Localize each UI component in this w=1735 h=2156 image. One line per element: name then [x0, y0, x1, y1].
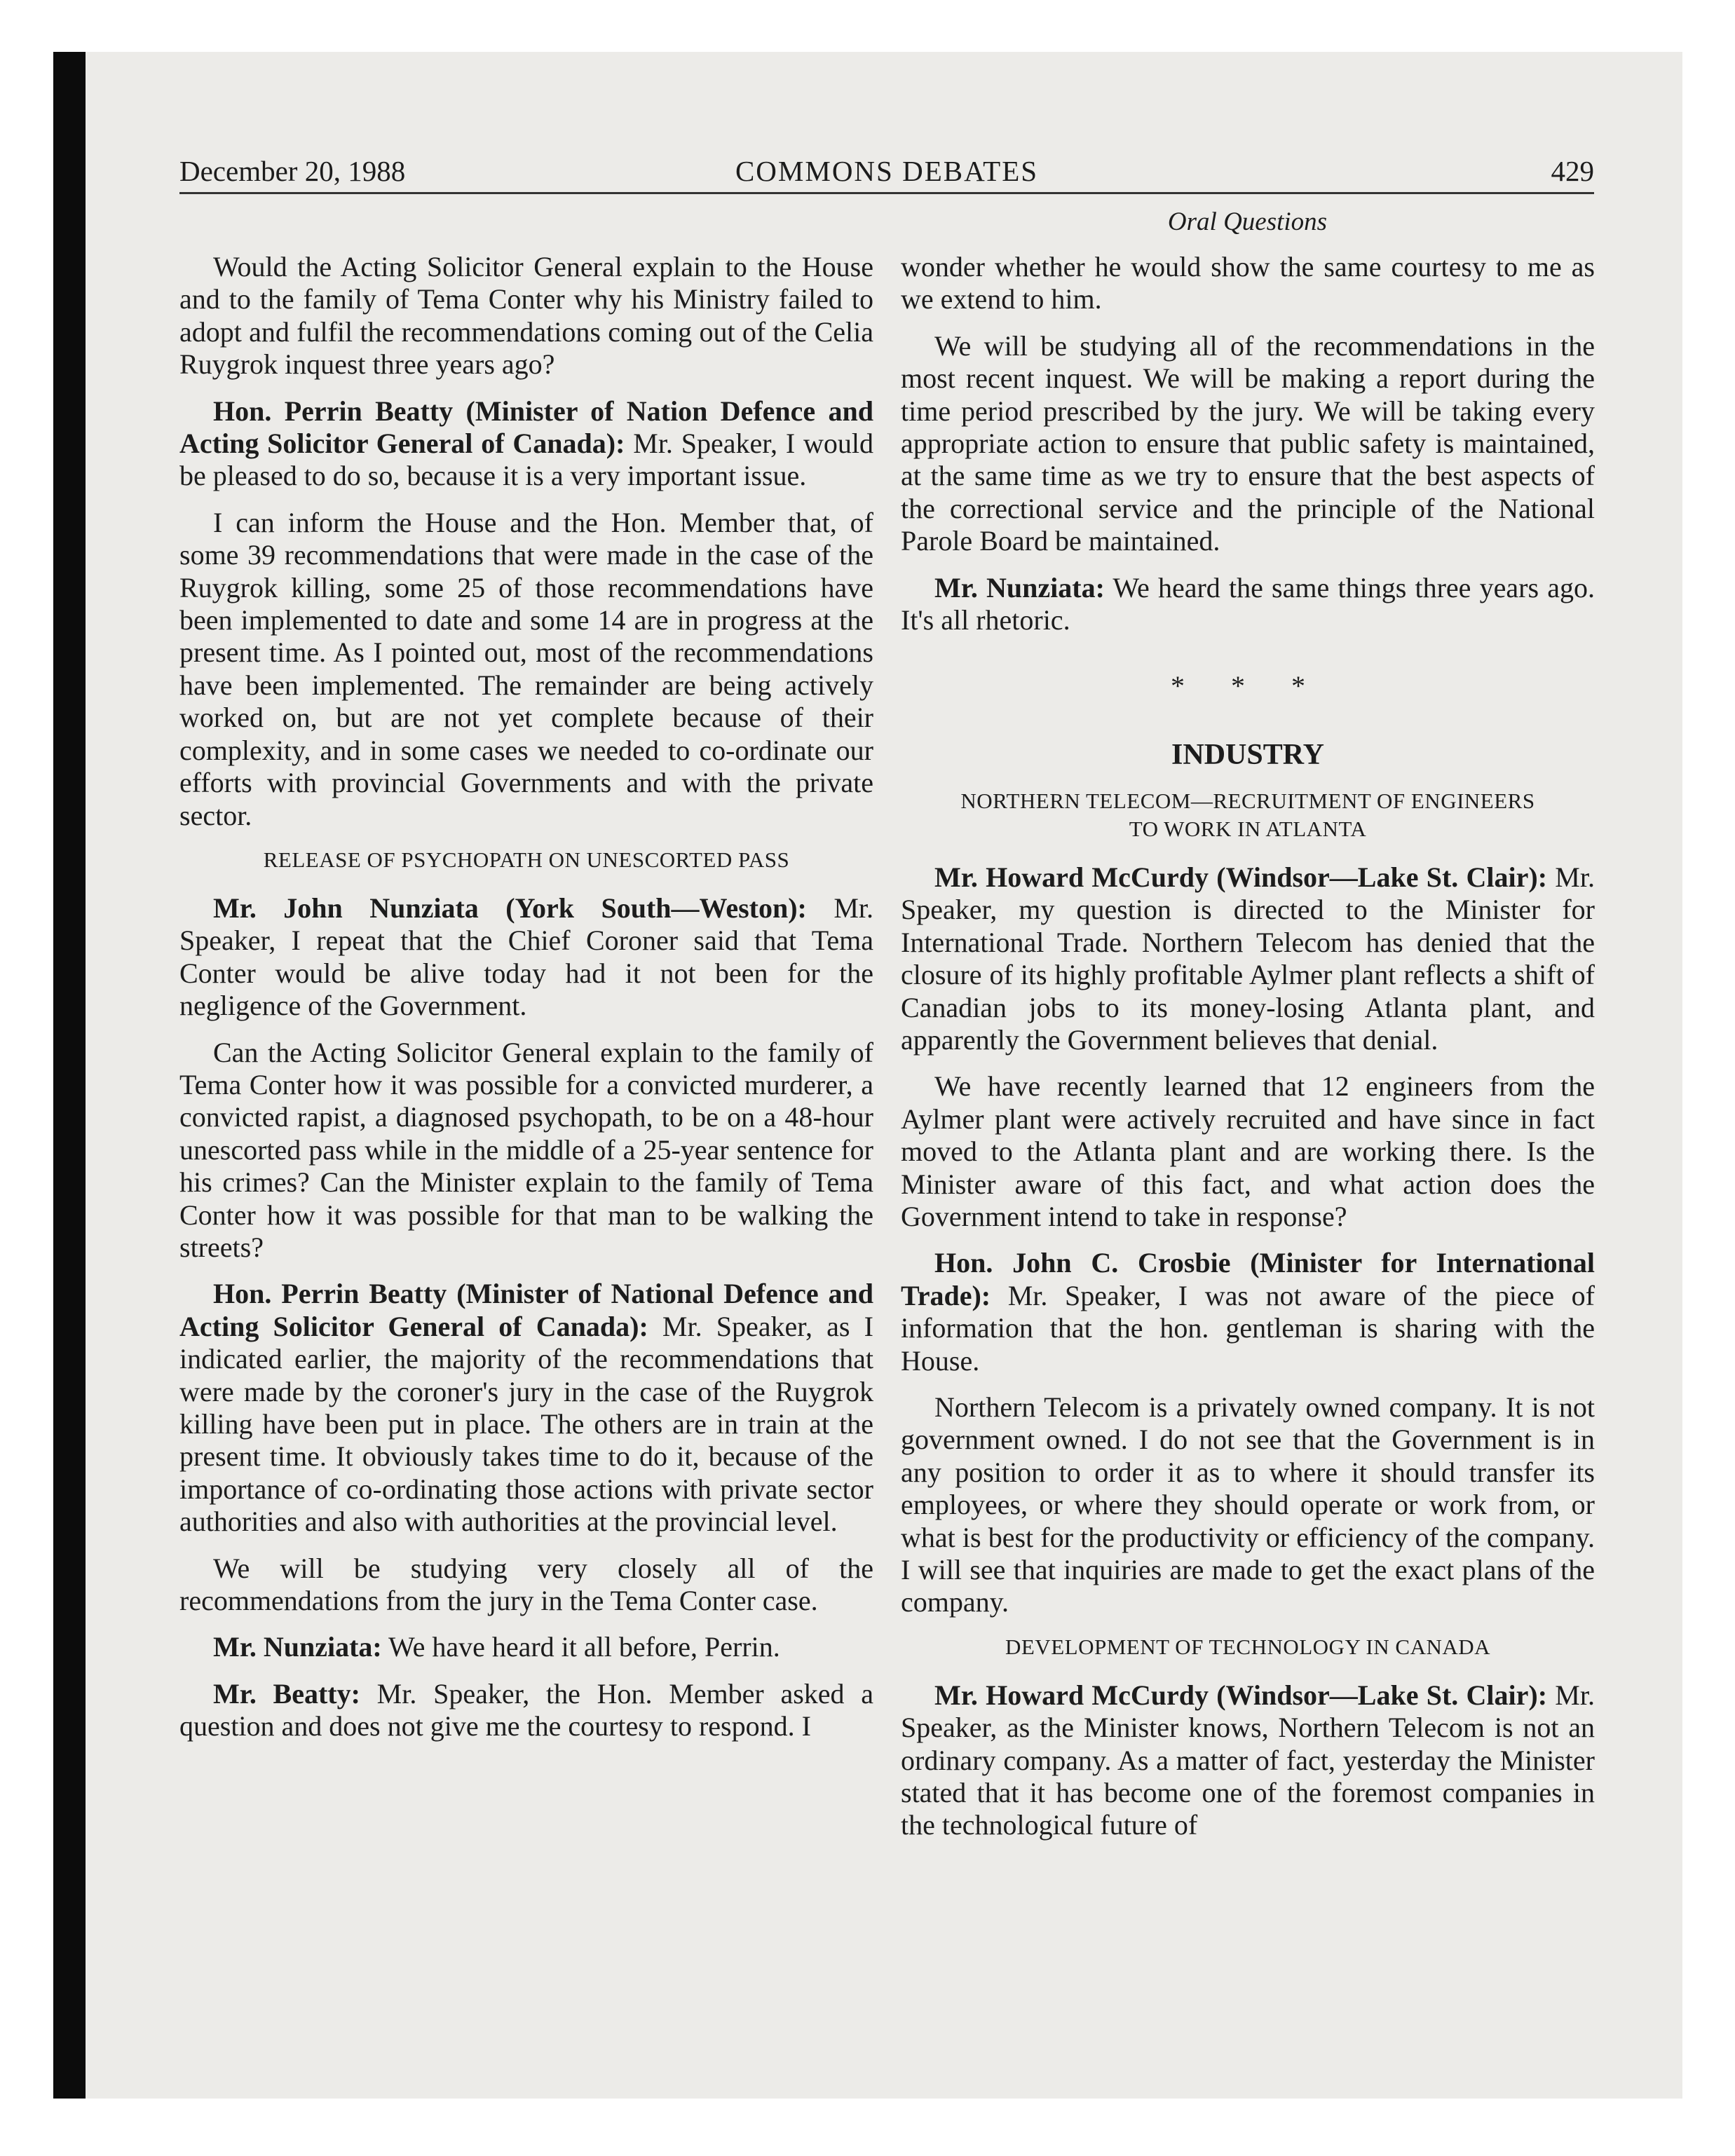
speech — [901, 1247, 1595, 1377]
speech — [179, 892, 873, 1023]
speaker-name: Mr. Beatty: — [213, 1677, 360, 1710]
speech-text: We have heard it all before, Perrin. — [381, 1631, 780, 1663]
speech-text: Mr. Speaker, I repeat that the Chief Coroner said that Tema Conter would be alive today had it not been for the negligence of the Government. — [179, 892, 873, 1022]
page-header — [179, 153, 1594, 194]
speech-text: We heard the same things three years ago. It's all rhetoric. — [901, 571, 1595, 636]
speech — [179, 1278, 873, 1538]
paragraph: I can inform the House and the Hon. Member that, of some 39 recommendations that were made in the case of the Ruygrok killing, some 25 of those recommendations have been implemented to date and some 14 are in progress at the present time. As I pointed out, most of the recommendations have been implemented. The remainder are being actively worked on, but are not yet complete because of their complexity, and in some cases we needed to co-ordinate our efforts with provincial Governments and with the private sector. — [179, 506, 873, 831]
section-separator: * * * — [1171, 670, 1325, 702]
paragraph: Northern Telecom is a privately owned company. It is not government owned. I do not see that the Government is in any position to order it as to where it should transfer its employees, or where they should operate or work from, or what is best for the productivity or efficiency of the company. I will see that inquiries are made to get the exact plans of the company. — [901, 1391, 1595, 1618]
subheading-line: NORTHERN TELECOM—RECRUITMENT OF ENGINEERS — [960, 788, 1535, 813]
subheading-line: TO WORK IN ATLANTA — [1129, 816, 1367, 841]
speaker-name: Mr. Nunziata: — [213, 1631, 382, 1663]
page-number: 429 — [1551, 155, 1594, 187]
paragraph: Can the Acting Solicitor General explain to the family of Tema Conter how it was possible for a convicted murderer, a convicted rapist, a diagnosed psychopath, to be on a 48-hour unescorted pass while in the middle of a 25-year sentence for his crimes? Can the Minister explain to the family of Tema Conter how it was possible for that man to be walking the streets? — [179, 1036, 873, 1263]
subheading: DEVELOPMENT OF TECHNOLOGY IN CANADA — [1005, 1634, 1491, 1659]
speech-text: Mr. Speaker, I was not aware of the piece of information that the hon. gentleman is sharing with the House. — [901, 1279, 1595, 1377]
speaker-name: Hon. John C. Crosbie (Minister for International Trade): — [901, 1247, 1595, 1311]
paragraph: Would the Acting Solicitor General explain to the House and to the family of Tema Conter why his Ministry failed to adopt and fulfil the recommendations coming out of the Celia Ruygrok inquest three years ago? — [179, 251, 873, 381]
speech-text: Mr. Speaker, as the Minister knows, Northern Telecom is not an ordinary company. As a matter of fact, yesterday the Minister stated that it has become one of the foremost companies in the technological future of — [901, 1679, 1595, 1841]
speech — [901, 572, 1595, 637]
speaker-name: Hon. Perrin Beatty (Minister of Nation Defence and Acting Solicitor General of Canada): — [179, 395, 873, 460]
subheading: RELEASE OF PSYCHOPATH ON UNESCORTED PASS — [263, 847, 790, 872]
speech — [901, 1679, 1595, 1842]
subheading — [901, 787, 1595, 843]
left-column — [179, 251, 873, 1757]
speech-text: Mr. Speaker, I would be pleased to do so, because it is a very important issue. — [179, 428, 873, 492]
speech-text: Mr. Speaker, as I indicated earlier, the majority of the recommendations that were made by the coroner's jury in the case of the Ruygrok killing have been put in place. The others are in train at the present time. It obviously takes time to do it, because of the importance of co-ordinating those actions with private sector authorities and also with authorities at the provincial level. — [179, 1310, 873, 1538]
paragraph: We have recently learned that 12 engineers from the Aylmer plant were actively recruited and have since in fact moved to the Atlanta plant and are working there. Is the Minister aware of this fact, and what action does the Government intend to take in response? — [901, 1070, 1595, 1232]
right-column — [901, 251, 1595, 1856]
paragraph-continued: wonder whether he would show the same courtesy to me as we extend to him. — [901, 251, 1595, 315]
header-title: COMMONS DEBATES — [735, 155, 1039, 187]
speech — [179, 1631, 873, 1663]
speaker-name: Mr. Howard McCurdy (Windsor—Lake St. Clair): — [934, 861, 1548, 893]
paragraph: We will be studying very closely all of the recommendations from the jury in the Tema Conter case. — [179, 1552, 873, 1617]
speaker-name: Mr. Howard McCurdy (Windsor—Lake St. Clair): — [934, 1679, 1548, 1711]
speech — [179, 1678, 873, 1743]
speaker-name: Mr. John Nunziata (York South—Weston): — [213, 892, 807, 924]
section-heading: Oral Questions — [1167, 207, 1328, 236]
speech-text: Mr. Speaker, the Hon. Member asked a question and does not give me the courtesy to respond. I — [179, 1677, 873, 1742]
binding-edge — [53, 52, 86, 2099]
rubric-heading: INDUSTRY — [1171, 738, 1324, 771]
header-date: December 20, 1988 — [179, 155, 406, 187]
speech-text: Mr. Speaker, my question is directed to the Minister for International Trade. Northern Telecom has denied that the closure of its highly profitable Aylmer plant reflects a shift of Canadian jobs to its money-losing Atlanta plant, and apparently the Government believes that denial. — [901, 861, 1595, 1056]
speech — [901, 861, 1595, 1056]
paragraph: We will be studying all of the recommendations in the most recent inquest. We will be making a report during the time period prescribed by the jury. We will be taking every appropriate action to ensure that public safety is maintained, at the same time as we try to ensure that the best aspects of the correctional service and the principle of the National Parole Board be maintained. — [901, 329, 1595, 557]
speaker-name: Hon. Perrin Beatty (Minister of National Defence and Acting Solicitor General of Canada): — [179, 1278, 873, 1342]
speaker-name: Mr. Nunziata: — [934, 571, 1105, 603]
speech — [179, 395, 873, 493]
